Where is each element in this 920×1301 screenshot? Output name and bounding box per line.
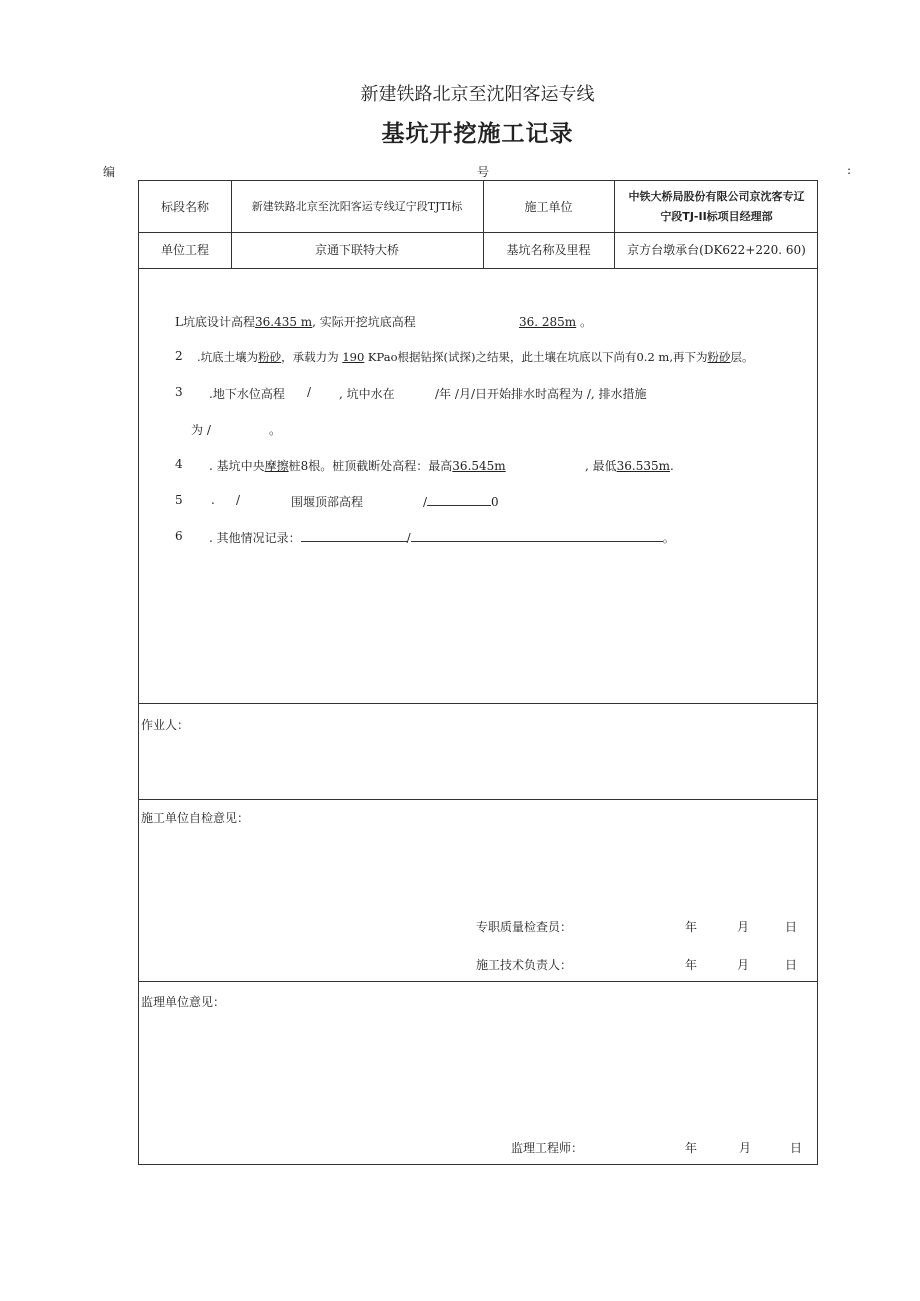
document-title: 基坑开挖施工记录 <box>381 121 574 147</box>
lower-soil-type: 粉砂 <box>707 350 731 364</box>
qc-month-label: 月 <box>737 920 750 934</box>
item-3-mid1: , 坑中水在 <box>339 387 395 401</box>
actual-bottom-elevation: 36. 285m <box>519 315 577 329</box>
year-label: 年 <box>439 387 452 401</box>
sup-day-label: 日 <box>790 1141 803 1155</box>
item-3-mid4: , 排水措施 <box>590 387 647 401</box>
self-check-label: 施工单位自检意见： <box>141 811 250 825</box>
item-2-mid2: KPao根据钻探(试探)之结果，此土壤在坑底以下尚有0.2 m,再下为 <box>367 350 708 364</box>
design-bottom-elevation: 36.435 m <box>254 315 313 329</box>
worker-label: 作业人： <box>141 718 190 732</box>
drain-year: / <box>435 387 440 401</box>
pile-type: 摩擦 <box>264 459 289 473</box>
table-rule <box>139 703 817 704</box>
pile-top-min-elevation: 36.535m <box>616 459 671 473</box>
qc-inspector-label: 专职质量检查员： <box>476 920 573 934</box>
other-notes-value: / <box>406 531 411 545</box>
unit-project-label: 单位工程 <box>160 243 209 257</box>
item-5-dot: . <box>211 493 215 507</box>
item-4-mid2: , 最低 <box>585 459 617 473</box>
unit-project-value: 京通下联特大桥 <box>314 243 399 257</box>
section-name-label: 标段名称 <box>160 199 209 214</box>
cofferdam-top-elevation-label: 围堰顶部高程 <box>291 495 364 509</box>
tech-month-label: 月 <box>737 958 750 972</box>
item-3-end: 。 <box>269 423 282 437</box>
serial-number-colon: : <box>847 163 852 177</box>
record-form <box>138 180 818 1165</box>
item-2-mid1: ，承载力为 <box>281 350 339 364</box>
serial-number-label: 编 <box>103 165 116 179</box>
item-3-line2-prefix: 为 <box>191 423 204 437</box>
item-3-date <box>435 385 647 402</box>
item-4-number: 4 <box>175 457 183 471</box>
pit-name-value: 京方台墩承台(DK622+220. 60) <box>627 243 806 257</box>
qc-year-label: 年 <box>685 920 698 934</box>
contractor-label: 施工单位 <box>524 199 573 214</box>
tech-day-label: 日 <box>785 958 798 972</box>
other-notes-label: . 其他情况记录： <box>209 531 301 545</box>
drainage-measure: / <box>206 423 211 437</box>
tech-year-label: 年 <box>685 958 698 972</box>
contractor-value <box>614 181 819 232</box>
sup-month-label: 月 <box>739 1141 752 1155</box>
item-4-min <box>585 457 674 474</box>
item-2-end: 层。 <box>730 350 754 364</box>
item-1-mid: , 实际开挖坑底高程 <box>312 315 416 329</box>
sup-year-label: 年 <box>685 1141 698 1155</box>
item-1 <box>175 313 416 330</box>
item-3-prefix: .地下水位高程 <box>209 387 285 401</box>
table-rule <box>139 981 817 982</box>
groundwater-elevation: / <box>307 385 312 399</box>
item-1-end: 。 <box>580 315 593 329</box>
item-2 <box>197 349 754 365</box>
item-6-number: 6 <box>175 529 183 543</box>
item-3-number: 3 <box>175 385 183 399</box>
drain-elevation: / <box>586 387 591 401</box>
cofferdam-top-elevation <box>423 493 499 509</box>
supervision-label: 监理单位意见： <box>141 995 226 1009</box>
item-5-number: 5 <box>175 493 183 507</box>
item-5-slash: / <box>236 493 241 507</box>
serial-number-label-hao: 号 <box>477 165 490 179</box>
item-6-end: 。 <box>662 531 675 545</box>
bearing-capacity: 190 <box>342 350 365 364</box>
supervisor-label: 监理工程师： <box>511 1141 584 1155</box>
item-2-prefix: .坑底土壤为 <box>197 350 259 364</box>
table-rule <box>139 268 817 269</box>
tech-lead-label: 施工技术负责人： <box>476 958 573 972</box>
item-6 <box>209 529 675 546</box>
contractor-value-line2: 宁段TJ-II标项目经理部 <box>660 209 773 223</box>
pile-top-max-elevation: 36.545m <box>452 459 506 473</box>
drain-month: / <box>454 387 459 401</box>
item-4-prefix: . 基坑中央 <box>209 459 265 473</box>
item-1-actual <box>519 313 592 330</box>
pit-name-label: 基坑名称及里程 <box>506 243 591 257</box>
blank-line <box>427 493 491 506</box>
item-4-mid1: 桩8根。桩顶截断处高程：最高 <box>288 459 453 473</box>
item-4 <box>209 457 506 474</box>
item-3-mid3: 月/日开始排水时高程为 <box>458 387 583 401</box>
item-2-number: 2 <box>175 349 183 363</box>
item-5-end: 0 <box>491 495 499 509</box>
cofferdam-top-elevation-value: / <box>423 495 428 509</box>
blank-line <box>411 529 663 542</box>
qc-day-label: 日 <box>785 920 798 934</box>
document-subtitle: 新建铁路北京至沈阳客运专线 <box>360 84 595 105</box>
section-name-value: 新建铁路北京至沈阳客运专线辽宁段TJTI标 <box>251 199 463 213</box>
item-4-end: . <box>670 459 674 473</box>
blank-line <box>301 529 407 542</box>
table-rule <box>139 799 817 800</box>
item-1-prefix: L坑底设计高程 <box>175 315 255 329</box>
contractor-value-line1: 中铁大桥局股份有限公司京沈客专辽 <box>628 189 805 203</box>
pit-soil-type: 粉砂 <box>258 350 282 364</box>
item-3-line2 <box>191 421 211 438</box>
